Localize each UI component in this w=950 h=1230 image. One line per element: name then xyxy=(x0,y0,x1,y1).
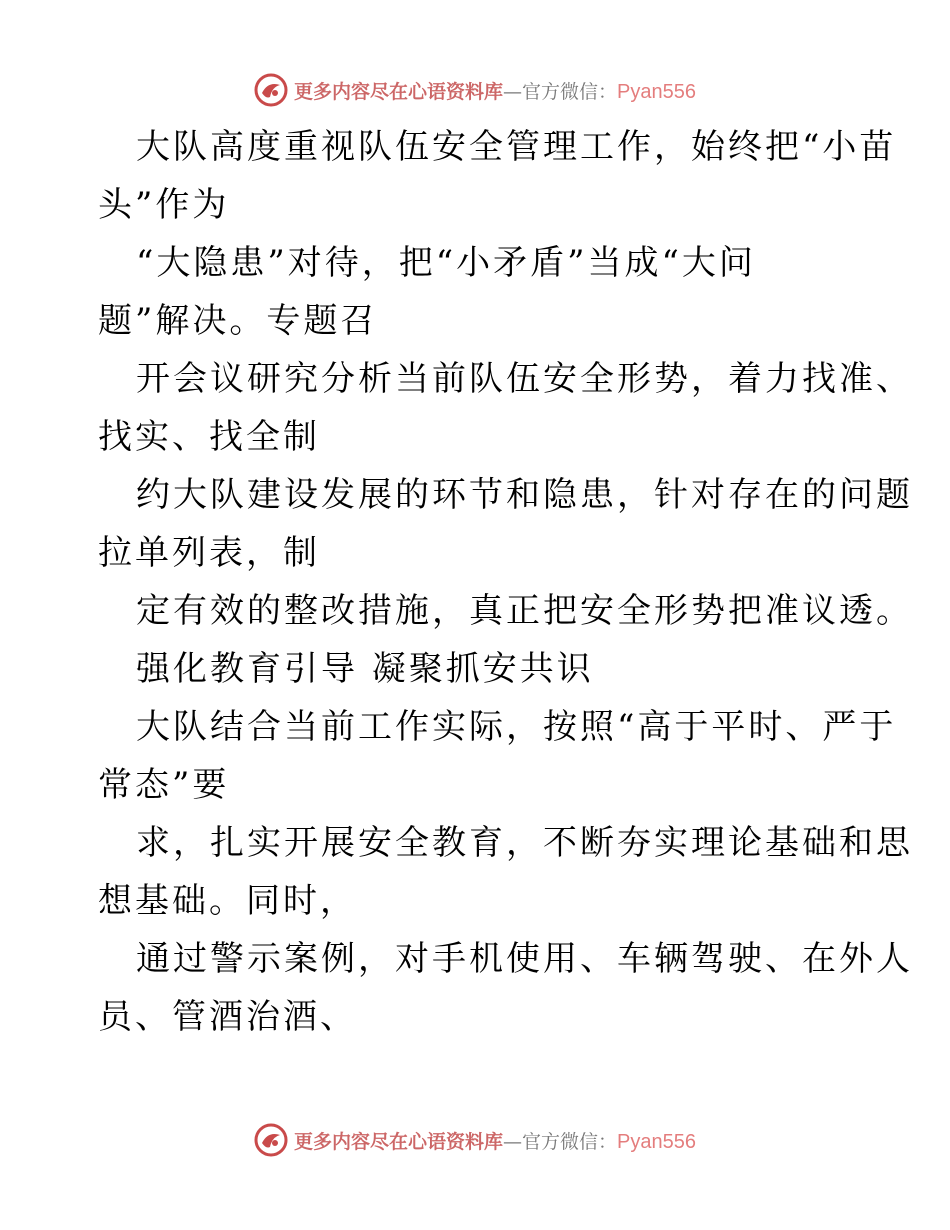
watermark-label: 官方微信： xyxy=(522,1130,618,1153)
watermark-main: 更多内容尽在心语资料库 xyxy=(294,1130,504,1153)
text-line: 大队高度重视队伍安全管理工作，始终把“小苗 xyxy=(136,127,897,167)
watermark-dash: — xyxy=(503,80,523,103)
header-watermark-banner xyxy=(0,70,950,110)
text-line: 找实、找全制 xyxy=(98,417,320,457)
swirl-logo-icon xyxy=(254,1123,288,1157)
section-heading: 强化教育引导 凝聚抓安共识 xyxy=(136,649,594,689)
watermark-text xyxy=(294,77,696,104)
text-line: 常态”要 xyxy=(98,765,230,805)
text-line: 头”作为 xyxy=(98,185,230,225)
watermark-text xyxy=(294,1127,696,1154)
watermark-handle: Pyan556 xyxy=(617,1130,696,1153)
text-line: 通过警示案例，对手机使用、车辆驾驶、在外人 xyxy=(136,939,913,979)
text-line: 员、管酒治酒、 xyxy=(98,997,357,1037)
text-line: “大隐患”对待，把“小矛盾”当成“大问 xyxy=(136,243,756,283)
swirl-logo-icon xyxy=(254,73,288,107)
text-line: 想基础。同时， xyxy=(98,881,357,921)
text-line: 开会议研究分析当前队伍安全形势，着力找准、 xyxy=(136,359,913,399)
watermark-main: 更多内容尽在心语资料库 xyxy=(294,80,504,103)
document-body xyxy=(98,118,913,1046)
text-line: 拉单列表，制 xyxy=(98,533,320,573)
text-line: 大队结合当前工作实际，按照“高于平时、严于 xyxy=(136,707,897,747)
text-line: 题”解决。专题召 xyxy=(98,301,378,341)
watermark-label: 官方微信： xyxy=(522,80,618,103)
text-line: 求，扎实开展安全教育，不断夯实理论基础和思 xyxy=(136,823,913,863)
watermark-handle: Pyan556 xyxy=(617,80,696,103)
footer-watermark-banner xyxy=(0,1120,950,1160)
watermark-dash: — xyxy=(503,1130,523,1153)
text-line: 定有效的整改措施，真正把安全形势把准议透。 xyxy=(136,591,913,631)
text-line: 约大队建设发展的环节和隐患，针对存在的问题 xyxy=(136,475,913,515)
